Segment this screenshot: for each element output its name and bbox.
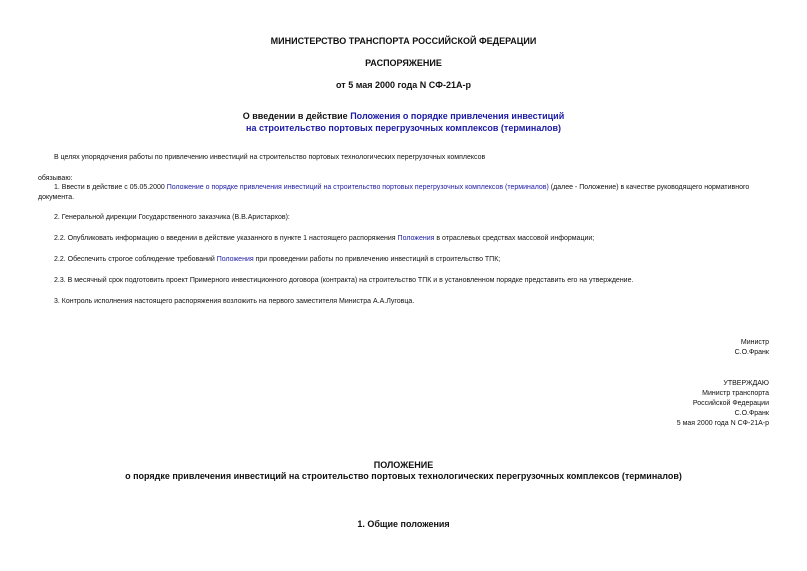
paragraph-2-2b-link[interactable]: Положения xyxy=(216,256,254,263)
doc-date-line: от 5 мая 2000 года N СФ-21А-р xyxy=(336,80,471,90)
paragraph-2-2a-post: в отраслевых средствах массовой информации; xyxy=(434,235,595,242)
doc-title xyxy=(0,110,807,134)
approval-line-2: Российской Федерации xyxy=(692,400,769,407)
paragraph-2-2b-pre: 2.2. Обеспечить строгое соблюдение требований xyxy=(54,256,217,263)
paragraph-2-2a-pre: 2.2. Опубликовать информацию о введении в действие указанного в пункте 1 настоящего распоряжения xyxy=(54,235,398,242)
approval-line-4: 5 мая 2000 года N СФ-21А-р xyxy=(676,420,769,427)
paragraph-1-pre: 1. Ввести в действие с 05.05.2000 xyxy=(54,184,167,191)
section-1-heading: 1. Общие положения xyxy=(357,519,450,529)
doc-title-prefix: О введении в действие xyxy=(242,111,351,121)
paragraph-2-2b-post: при проведении работы по привлечению инвестиций в строительство ТПК; xyxy=(253,256,501,263)
obliges-line: обязываю: xyxy=(38,175,73,182)
signature-name: С.О.Франк xyxy=(734,349,769,356)
regulation-subtitle: о порядке привлечения инвестиций на строительство портовых технологических перегрузочных комплексов (терминалов) xyxy=(125,471,682,481)
paragraph-2-2a-link[interactable]: Положения xyxy=(397,235,435,242)
paragraph-2-2a xyxy=(38,234,773,244)
approval-line-3: С.О.Франк xyxy=(734,410,769,417)
paragraph-2-2b xyxy=(38,255,773,265)
intro-paragraph: В целях упорядочения работы по привлечению инвестиций на строительство портовых технологических перегрузочных комплексов xyxy=(54,154,486,161)
signature-position: Министр xyxy=(740,339,769,346)
paragraph-3: 3. Контроль исполнения настоящего распоряжения возложить на первого заместителя Министра А.А.Луговца. xyxy=(54,298,415,305)
paragraph-1-post: (далее - Положение) в качестве руководящего нормативного документа. xyxy=(38,184,750,201)
paragraph-2: 2. Генеральной дирекции Государственного заказчика (В.В.Аристархов): xyxy=(54,214,290,221)
approval-label: УТВЕРЖДАЮ xyxy=(723,380,769,387)
doc-title-link-line2[interactable]: на строительство портовых перегрузочных комплексов (терминалов) xyxy=(246,123,561,133)
doc-type-heading: РАСПОРЯЖЕНИЕ xyxy=(365,58,442,68)
approval-line-1: Министр транспорта xyxy=(702,390,769,397)
ministry-heading: МИНИСТЕРСТВО ТРАНСПОРТА РОССИЙСКОЙ ФЕДЕРАЦИИ xyxy=(270,36,537,46)
paragraph-1-link[interactable]: Положение о порядке привлечения инвестиций на строительство портовых перегрузочных комплексов (терминалов) xyxy=(166,184,549,191)
paragraph-1 xyxy=(38,183,773,203)
paragraph-2-3: 2.3. В месячный срок подготовить проект Примерного инвестиционного договора (контракта) на строительство ТПК и в установленном порядке представить его на утверждение. xyxy=(54,277,634,284)
doc-title-link-line1[interactable]: Положения о порядке привлечения инвестиций xyxy=(350,111,565,121)
regulation-title: ПОЛОЖЕНИЕ xyxy=(373,460,434,470)
